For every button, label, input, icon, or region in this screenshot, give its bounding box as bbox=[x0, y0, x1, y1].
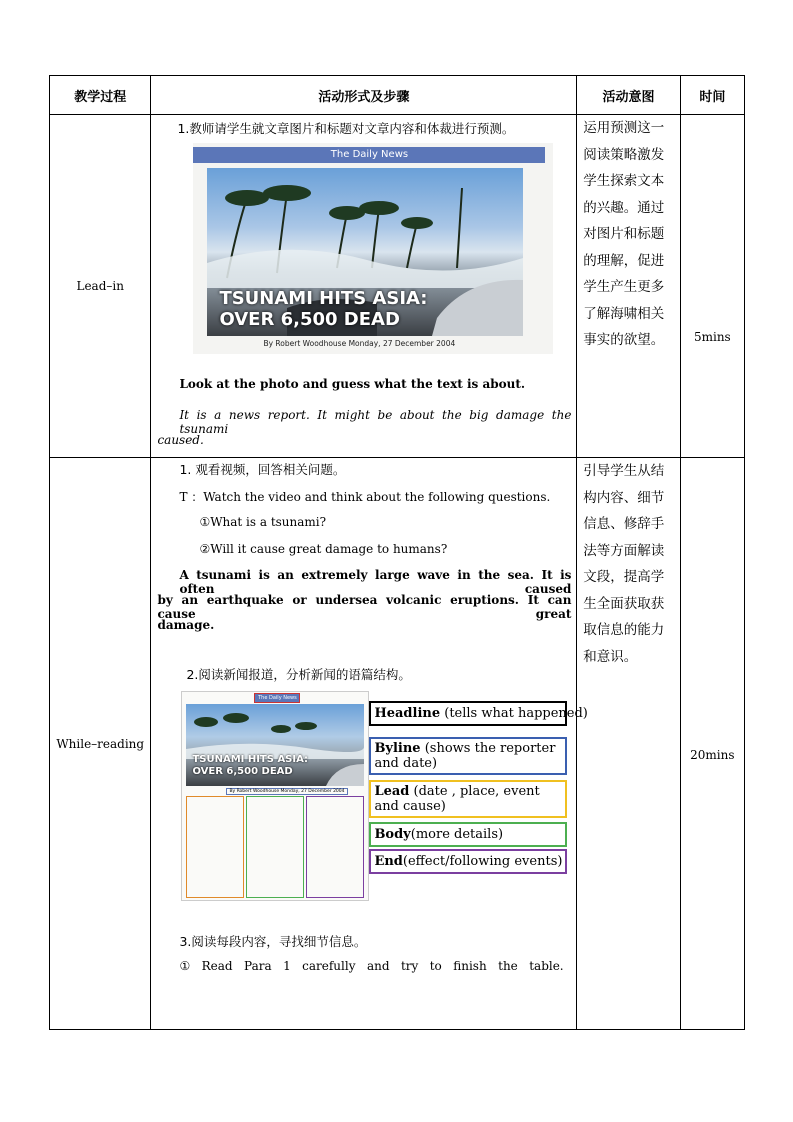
label-lead: Lead (date , place, event and cause) bbox=[369, 780, 567, 818]
news2-masthead: The Daily News bbox=[254, 693, 300, 703]
news-image-lead-in bbox=[193, 143, 553, 354]
label-body: Body(more details) bbox=[369, 822, 567, 847]
news2-end-column bbox=[306, 796, 364, 898]
wr-definition-line3: damage. bbox=[157, 618, 215, 632]
header-purpose: 活动意图 bbox=[577, 76, 680, 115]
tsunami-photo bbox=[207, 168, 523, 336]
label-byline: Byline (shows the reporter and date) bbox=[369, 737, 567, 775]
time-lead-in: 5mins bbox=[680, 115, 744, 458]
time-while-reading: 20mins bbox=[680, 458, 744, 1030]
news2-lead-column bbox=[186, 796, 244, 898]
lead-in-answer-line2: caused. bbox=[157, 433, 204, 447]
header-activities: 活动形式及步骤 bbox=[151, 76, 577, 115]
while-reading-row bbox=[50, 458, 745, 1030]
wr-t-line: T ：Watch the video and think about the following questions. bbox=[179, 490, 551, 504]
news2-byline: By Robert Woodhouse Monday, 27 December 2004 bbox=[226, 788, 347, 795]
tsunami-photo-small bbox=[186, 704, 364, 786]
lead-in-answer-line1: It is a news report. It might be about the big damage the tsunami bbox=[179, 408, 572, 436]
lead-in-content bbox=[151, 115, 577, 458]
while-reading-content bbox=[151, 458, 588, 1030]
header-time: 时间 bbox=[680, 76, 744, 115]
news-headline bbox=[219, 288, 427, 330]
news2-headline-line1: TSUNAMI HITS ASIA: bbox=[192, 754, 309, 765]
header-row bbox=[50, 76, 745, 115]
news-image-structure bbox=[181, 691, 369, 901]
lesson-plan bbox=[49, 75, 745, 1029]
stage-lead-in: Lead–in bbox=[50, 115, 151, 458]
wr-definition-line2: by an earthquake or undersea volcanic eruptions. It can cause great bbox=[157, 593, 572, 621]
stage-while-reading: While–reading bbox=[50, 458, 151, 1030]
header-process: 教学过程 bbox=[50, 76, 151, 115]
news2-body-column bbox=[246, 796, 304, 898]
news2-headline-line2: OVER 6,500 DEAD bbox=[192, 766, 293, 777]
news2-headline bbox=[192, 754, 308, 778]
lead-in-question: Look at the photo and guess what the text is about. bbox=[179, 377, 526, 391]
wr-step1: 1. 观看视频，回答相关问题。 bbox=[179, 462, 346, 477]
purpose-lead-in: 运用预测这一阅读策略激发学生探索文本的兴趣。通过对图片和标题的理解，促进学生产生更多了解海啸相关事实的欲望。 bbox=[577, 115, 680, 458]
label-headline: Headline (tells what happened) bbox=[369, 701, 567, 726]
wr-question2: ②Will it cause great damage to humans? bbox=[199, 542, 448, 556]
news-byline: By Robert Woodhouse Monday, 27 December 2004 bbox=[263, 339, 456, 348]
wr-step2: 2.阅读新闻报道，分析新闻的语篇结构。 bbox=[186, 667, 411, 682]
wr-step3: 3.阅读每段内容，寻找细节信息。 bbox=[179, 934, 367, 949]
wr-definition-line1: A tsunami is an extremely large wave in the sea. It is often caused bbox=[179, 568, 572, 596]
label-end: End(effect/following events) bbox=[369, 849, 567, 874]
headline-line2: OVER 6,500 DEAD bbox=[219, 309, 400, 330]
lead-in-row bbox=[50, 115, 745, 458]
wr-question1: ①What is a tsunami? bbox=[199, 515, 327, 529]
wr-para1: ① Read Para 1 carefully and try to finish the table. bbox=[179, 959, 564, 973]
headline-line1: TSUNAMI HITS ASIA: bbox=[219, 288, 428, 309]
lesson-table bbox=[49, 75, 745, 1030]
lead-in-step1: 1.教师请学生就文章图片和标题对文章内容和体裁进行预测。 bbox=[177, 121, 515, 136]
purpose-while-reading: 引导学生从结构内容、细节信息、修辞手法等方面解读文段，提高学生全面获取获取信息的能力和意识。 bbox=[577, 458, 680, 1030]
news-masthead: The Daily News bbox=[193, 147, 545, 163]
